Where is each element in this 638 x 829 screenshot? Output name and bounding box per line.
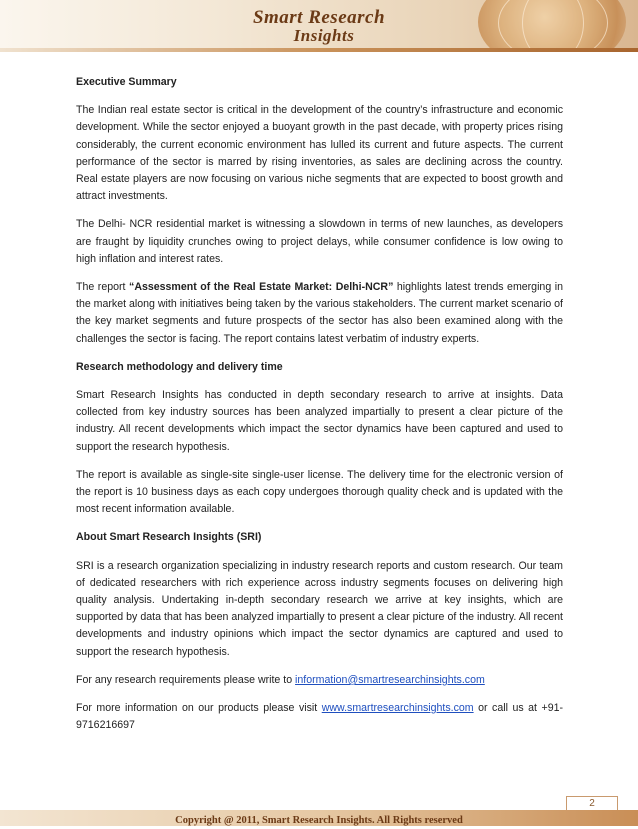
paragraph: SRI is a research organization specializing in industry research reports and custom research. Our team of dedicated researchers with rich experience across industry segments focuses on delivering high quality analysis. Undertaking in-depth secondary research we arrive at key insights, which are supported by data that has been analyzed impartially to present a clear picture of the industry. All recent developments and industry opinions which impact the sector dynamics are captured and used to support the research hypothesis.	[76, 559, 563, 658]
text-span: For any research requirements please write to	[76, 673, 296, 686]
report-title: “Assessment of the Real Estate Market: Delhi-NCR”	[129, 281, 394, 294]
paragraph-report-title	[76, 279, 563, 348]
paragraph: The Delhi- NCR residential market is witnessing a slowdown in terms of new launches, as developers are fraught by liquidity crunches owing to project delays, while consumer confidence is low owing to high inflation and interest rates.	[76, 218, 563, 265]
paragraph-more-info	[76, 700, 563, 734]
email-link[interactable]: information@smartresearchinsights.com	[295, 673, 485, 686]
copyright-text: Copyright @ 2011, Smart Research Insights. All Rights reserved	[175, 815, 463, 826]
section-heading-executive-summary: Executive Summary	[76, 76, 177, 88]
website-link[interactable]: www.smartresearchinsights.com	[321, 702, 474, 715]
page-number: 2	[566, 796, 618, 811]
paragraph: Smart Research Insights has conducted in depth secondary research to arrive at insights. Data collected from key industry sources has been analyzed impartially to present a clear picture of the industry. All recent developments which impact the sector dynamics have been captured and used to support the research hypothesis.	[76, 389, 563, 453]
text-span: or call us at +91-9716216697	[76, 702, 563, 732]
section-heading-about: About Smart Research Insights (SRI)	[76, 531, 262, 544]
text-span: The report	[76, 281, 130, 294]
paragraph-contact	[76, 672, 563, 689]
page-footer	[0, 810, 638, 826]
text-span: highlights latest trends emerging in the market along with initiatives being taken by the various stakeholders. The current market scenario of the key market segments and future prospects of the sector has also been examined along with the challenges the sector is facing. The report contains latest verbatim of industry experts.	[76, 281, 563, 345]
brand-name-line1: Smart Research	[252, 7, 386, 28]
text-span: For more information on our products please visit	[76, 702, 322, 715]
paragraph: The report is available as single-site single-user license. The delivery time for the electronic version of the report is 10 business days as each copy undergoes thorough quality check and is updated with the most recent information available.	[76, 468, 563, 516]
page-header	[0, 0, 638, 52]
header-rule	[0, 48, 638, 52]
brand-name-line2: Insights	[293, 26, 355, 45]
document-body	[76, 74, 563, 746]
paragraph: The Indian real estate sector is critical in the development of the country’s infrastructure and economic development. While the sector enjoyed a buoyant growth in the past decade, with property prices rising considerably, the current economic environment has lulled its current and future aspects. The current performance of the sector is marred by rising inventories, as sales are declining across the country. Real estate players are now focusing on various niche segments that are expected to boost growth and attract investments.	[76, 104, 563, 203]
section-heading-methodology: Research methodology and delivery time	[76, 360, 283, 373]
